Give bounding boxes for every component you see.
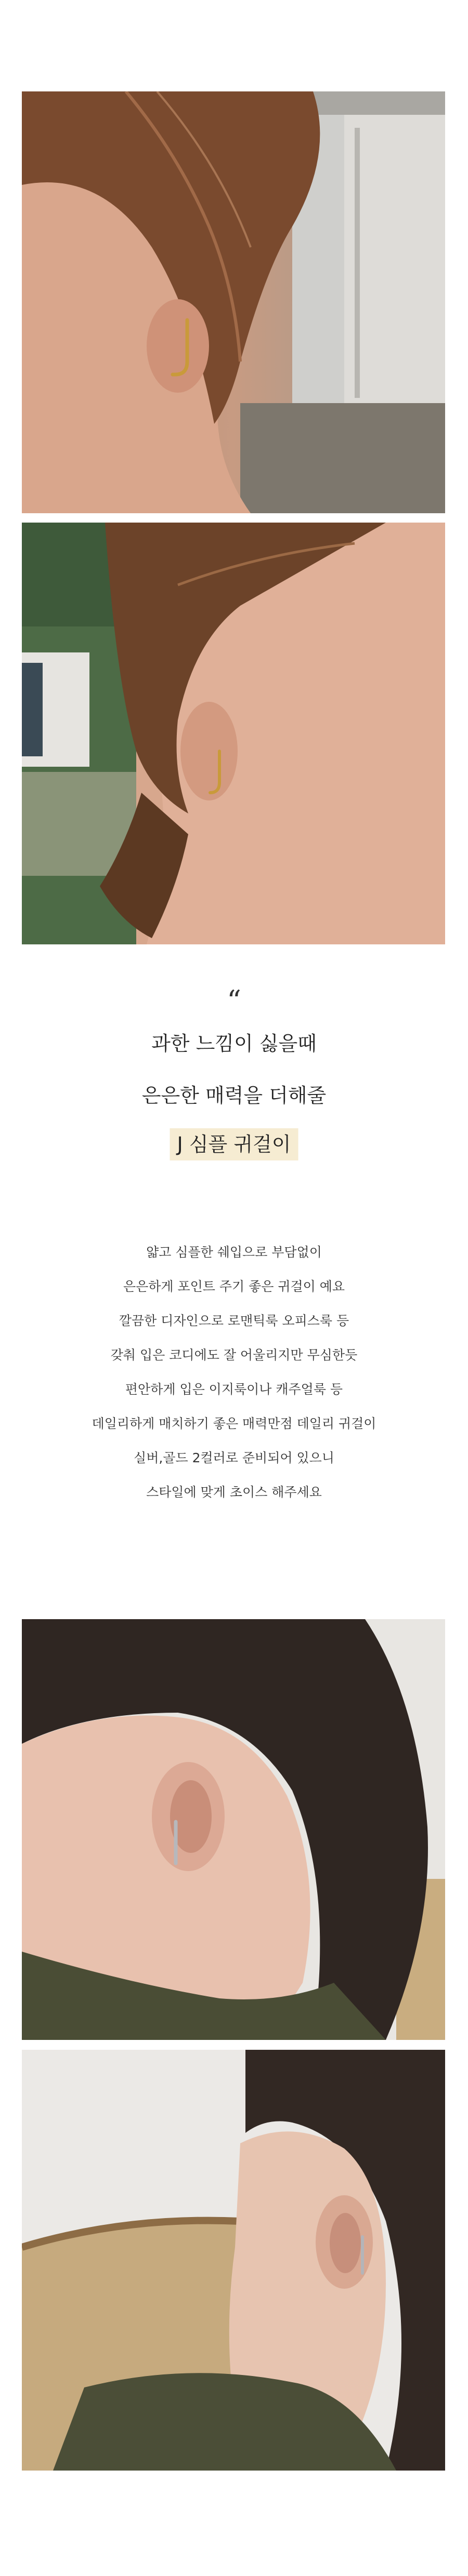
photo-gold-earring-garden-image bbox=[22, 523, 445, 944]
headline-highlight: J 심플 귀걸이 bbox=[170, 1128, 298, 1160]
product-photo-gold-earring-garden bbox=[22, 523, 445, 944]
product-description bbox=[0, 1235, 468, 1510]
description-line: 편안하게 입은 이지룩이나 캐주얼룩 등 bbox=[125, 1382, 343, 1397]
description-line: 스타일에 맞게 초이스 해주세요 bbox=[146, 1485, 322, 1500]
product-photo-gold-earring-outdoor bbox=[22, 91, 445, 513]
description-line: 깔끔한 디자인으로 로맨틱룩 오피스룩 등 bbox=[119, 1313, 349, 1328]
description-line: 갖춰 입은 코디에도 잘 어울리지만 무심한듯 bbox=[110, 1347, 358, 1363]
headline-line-1: 과한 느낌이 싫을때 bbox=[151, 1032, 317, 1055]
description-line: 데일리하게 매치하기 좋은 매력만점 데일리 귀걸이 bbox=[92, 1416, 376, 1431]
photo-silver-earring-jacket-image bbox=[22, 1619, 445, 2040]
headline-line-2: 은은한 매력을 더해줄 bbox=[141, 1084, 327, 1107]
description-line: 은은하게 포인트 주기 좋은 귀걸이 예요 bbox=[123, 1279, 345, 1294]
photo-silver-earring-chair-image bbox=[22, 2050, 445, 2471]
product-photo-silver-earring-chair bbox=[22, 2050, 445, 2471]
description-line: 얇고 심플한 쉐입으로 부담없이 bbox=[146, 1245, 322, 1260]
quote-mark: “ bbox=[227, 984, 241, 1017]
product-photo-silver-earring-jacket bbox=[22, 1619, 445, 2040]
photo-gold-earring-street-image bbox=[22, 91, 445, 513]
description-line: 실버,골드 2컬러로 준비되어 있으니 bbox=[134, 1450, 334, 1465]
